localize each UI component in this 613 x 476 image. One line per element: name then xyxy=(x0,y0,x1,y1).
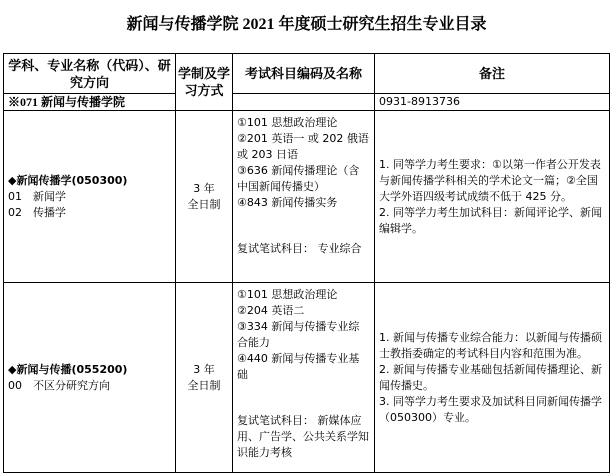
study-mode: 全日制 xyxy=(187,197,221,211)
duration-years: 3 年 xyxy=(193,181,215,195)
header-row xyxy=(4,54,610,94)
exam-subject: ①101 思想政治理论 xyxy=(237,288,338,301)
section-row xyxy=(4,94,610,111)
header-duration: 学制及学习方式 xyxy=(176,54,233,111)
program-major xyxy=(4,283,176,473)
exam-subject: ②201 英语一 或 202 俄语 或 203 日语 xyxy=(237,132,369,161)
header-major: 学科、专业名称（代码）、研究方向 xyxy=(4,54,176,94)
study-mode: 全日制 xyxy=(187,378,221,392)
note: 2. 同等学力考生加试科目：新闻评论学、新闻编辑学。 xyxy=(379,205,602,235)
exam-subject: ③334 新闻与传播专业综合能力 xyxy=(237,320,360,349)
direction: 00 不区分研究方向 xyxy=(8,378,110,392)
table-row xyxy=(4,283,610,473)
program-exams xyxy=(233,111,375,283)
section-name: ※071 新闻与传播学院 xyxy=(4,94,176,111)
duration-years: 3 年 xyxy=(193,362,215,376)
catalog-table xyxy=(3,53,610,473)
exam-subject: ①101 思想政治理论 xyxy=(237,116,338,129)
table-row xyxy=(4,111,610,283)
note: 1. 同等学力考生要求：①以第一作者公开发表与新闻传播学科相关的学术论文一篇；②全国大学外语四级考试成绩不低于 425 分。 xyxy=(379,157,601,203)
exam-subject: ④440 新闻与传播专业基础 xyxy=(237,352,360,381)
program-duration xyxy=(176,111,233,283)
page-title: 新闻与传播学院 2021 年度硕士研究生招生专业目录 xyxy=(126,16,487,33)
program-name: ◆新闻与传播(055200) xyxy=(8,362,128,376)
header-notes: 备注 xyxy=(375,54,610,94)
direction: 02 传播学 xyxy=(8,205,66,219)
section-exam-empty xyxy=(233,94,375,111)
program-notes xyxy=(375,111,610,283)
program-exams xyxy=(233,283,375,473)
exam-subject: ④843 新闻传播实务 xyxy=(237,196,338,209)
program-duration xyxy=(176,283,233,473)
program-name: ◆新闻传播学(050300) xyxy=(8,173,128,187)
program-major xyxy=(4,111,176,283)
retest-subject: 复试笔试科目： 新媒体应用、广告学、公共关系学知识能力考核 xyxy=(237,414,369,459)
retest-subject: 复试笔试科目： 专业综合 xyxy=(237,242,362,255)
section-phone: 0931-8913736 xyxy=(375,94,610,111)
note: 3. 同等学力考生要求及加试科目同新闻传播学（050300）专业。 xyxy=(379,394,602,424)
direction: 01 新闻学 xyxy=(8,189,66,203)
exam-subject: ②204 英语二 xyxy=(237,304,305,317)
header-exam: 考试科目编码及名称 xyxy=(233,54,375,94)
note: 1. 新闻与传播专业综合能力：以新闻与传播硕士教指委确定的考试科目内容和范围为准。 xyxy=(379,330,602,360)
note: 2. 新闻与传播专业基础包括新闻传播理论、新闻传播史。 xyxy=(379,362,602,392)
exam-subject: ③636 新闻传播理论（含中国新闻传播史） xyxy=(237,164,360,193)
program-notes xyxy=(375,283,610,473)
